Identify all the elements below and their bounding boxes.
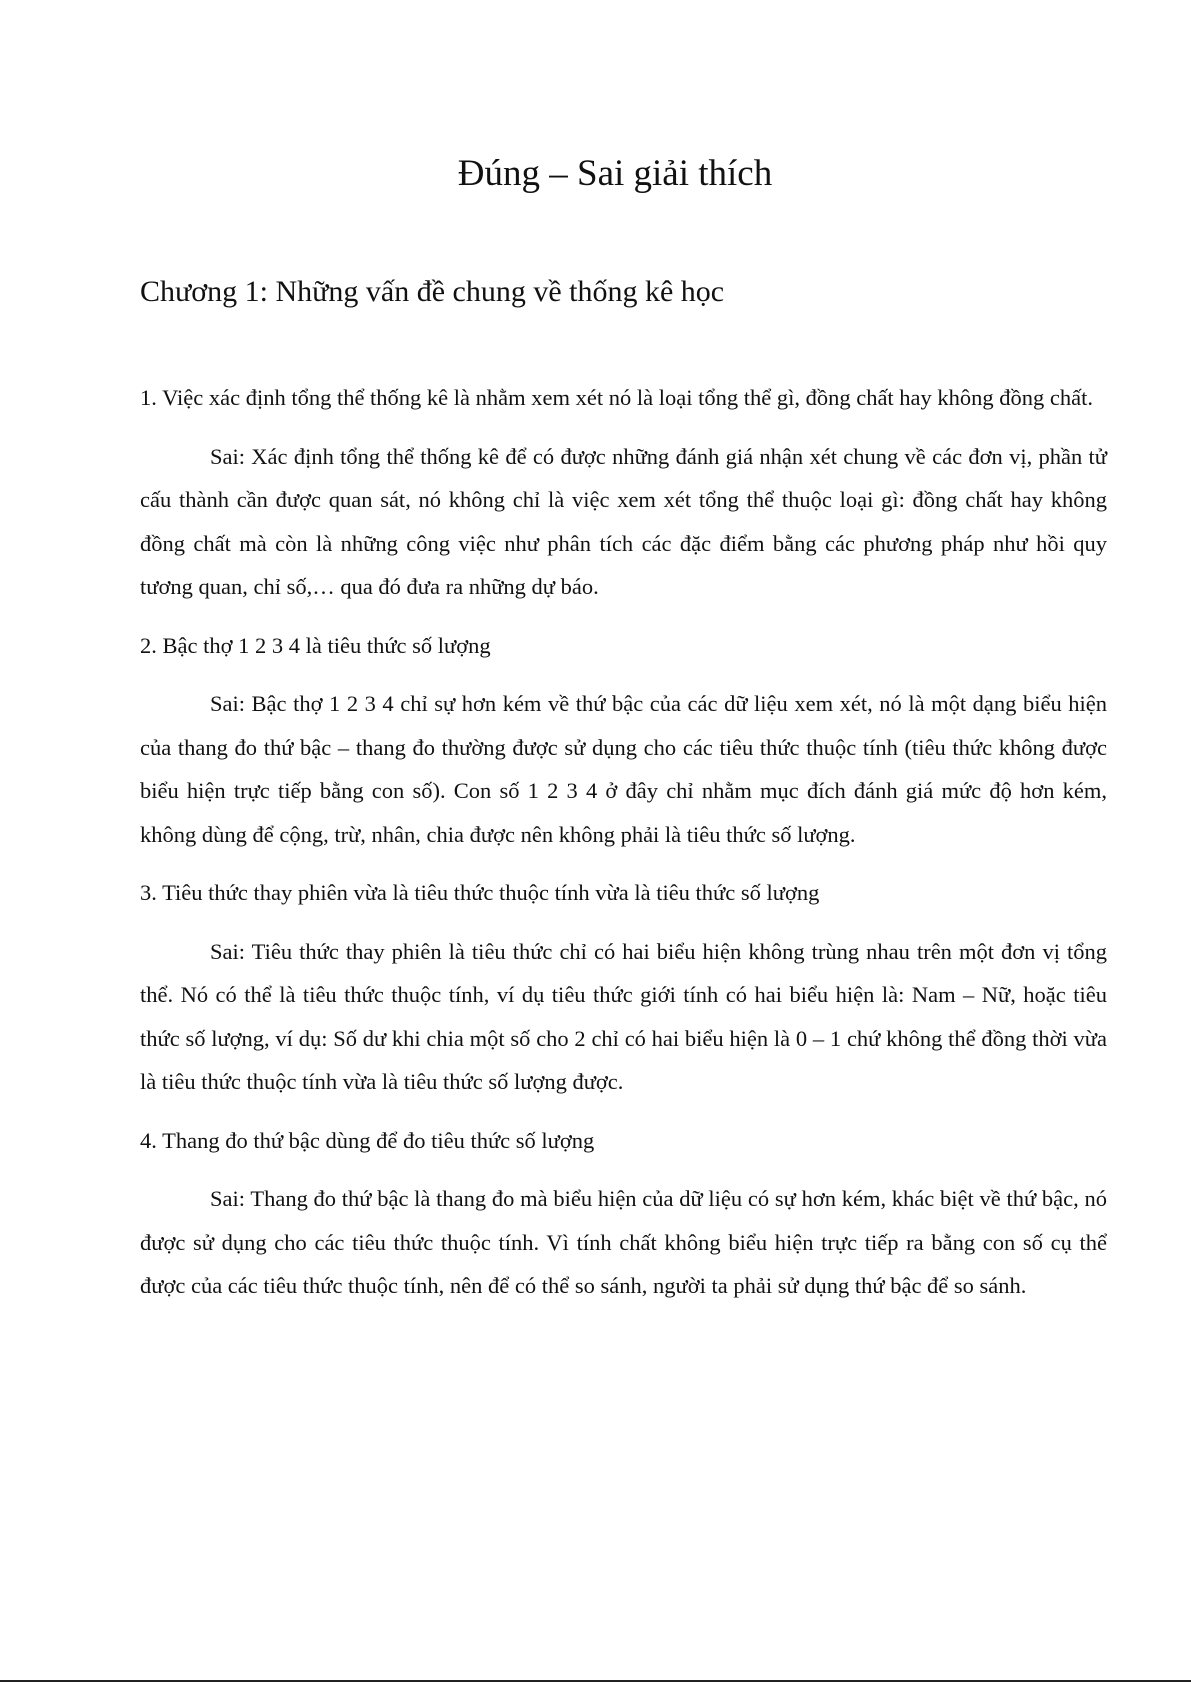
list-item bbox=[140, 1119, 1107, 1308]
answer-4: Sai: Thang đo thứ bậc là thang đo mà biểu hiện của dữ liệu có sự hơn kém, khác biệt về thứ bậc, nó được sử dụng cho các tiêu thức thuộc tính. Vì tính chất không biểu hiện trực tiếp ra bằng con số cụ thể được của các tiêu thức thuộc tính, nên để có thể so sánh, người ta phải sử dụng thứ bậc để so sánh. bbox=[140, 1186, 1107, 1298]
list-item bbox=[140, 624, 1107, 857]
question-1: 1. Việc xác định tổng thể thống kê là nhằm xem xét nó là loại tổng thể gì, đồng chất hay không đồng chất. bbox=[140, 385, 1094, 410]
document-body bbox=[140, 376, 1107, 1323]
answer-1: Sai: Xác định tổng thể thống kê để có được những đánh giá nhận xét chung về các đơn vị, phần tử cấu thành cần được quan sát, nó không chỉ là việc xem xét tổng thể thuộc loại gì: đồng chất hay không đồng chất mà còn là những công việc như phân tích các đặc điểm bằng các phương pháp như hồi quy tương quan, chỉ số,… qua đó đưa ra những dự báo. bbox=[140, 443, 1107, 599]
page-title: Đúng – Sai giải thích bbox=[457, 153, 773, 194]
list-item bbox=[140, 871, 1107, 1104]
question-2: 2. Bậc thợ 1 2 3 4 là tiêu thức số lượng bbox=[140, 632, 491, 658]
question-3: 3. Tiêu thức thay phiên vừa là tiêu thức thuộc tính vừa là tiêu thức số lượng bbox=[140, 880, 820, 905]
page-bottom-divider bbox=[0, 1680, 1191, 1682]
answer-2: Sai: Bậc thợ 1 2 3 4 chỉ sự hơn kém về thứ bậc của các dữ liệu xem xét, nó là một dạng biểu hiện của thang đo thứ bậc – thang đo thường được sử dụng cho các tiêu thức thuộc tính (tiêu thức không được biểu hiện trực tiếp bằng con số). Con số 1 2 3 4 ở đây chỉ nhằm mục đích đánh giá mức độ hơn kém, không dùng để cộng, trừ, nhân, chia được nên không phải là tiêu thức số lượng. bbox=[140, 691, 1107, 847]
answer-3: Sai: Tiêu thức thay phiên là tiêu thức chỉ có hai biểu hiện không trùng nhau trên một đơn vị tổng thể. Nó có thể là tiêu thức thuộc tính, ví dụ tiêu thức giới tính có hai biểu hiện là: Nam – Nữ, hoặc tiêu thức số lượng, ví dụ: Số dư khi chia một số cho 2 chỉ có hai biểu hiện là 0 – 1 chứ không thể đồng thời vừa là tiêu thức thuộc tính vừa là tiêu thức số lượng được. bbox=[140, 938, 1107, 1094]
question-4: 4. Thang đo thứ bậc dùng để đo tiêu thức số lượng bbox=[140, 1127, 595, 1153]
list-item bbox=[140, 376, 1107, 609]
chapter-heading: Chương 1: Những vấn đề chung về thống kê học bbox=[140, 275, 725, 308]
